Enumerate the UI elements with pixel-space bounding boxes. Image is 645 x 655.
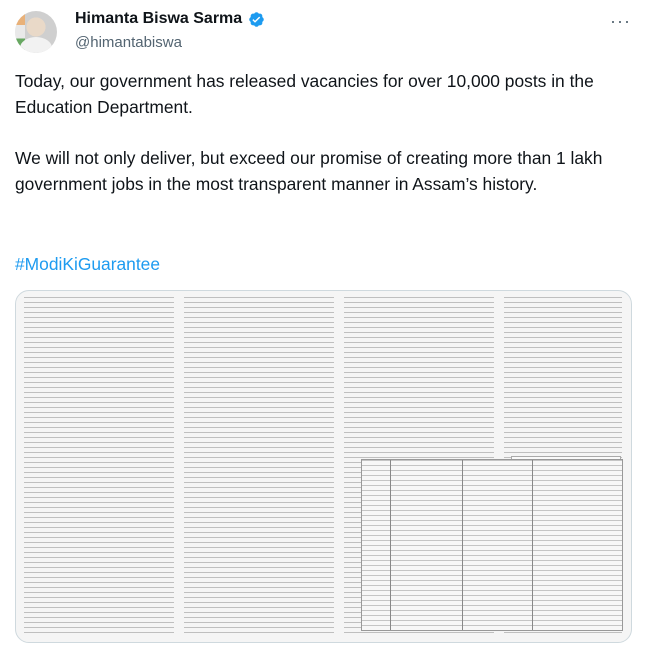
author-name[interactable]: Himanta Biswa Sarma xyxy=(75,10,243,27)
attached-document-image[interactable] xyxy=(15,290,632,643)
author-name-row xyxy=(75,10,265,28)
tweet-paragraph-1: Today, our government has released vacancies for over 10,000 posts in the Education Department. xyxy=(15,71,594,117)
avatar-figure xyxy=(20,37,52,53)
verified-badge-icon xyxy=(248,11,265,28)
author-handle[interactable]: @himantabiswa xyxy=(75,34,182,51)
more-dots-icon[interactable]: ··· xyxy=(610,11,631,31)
tweet-paragraph-2: We will not only deliver, but exceed our promise of creating more than 1 lakh government jobs in the most transparent manner in Assam’s history. xyxy=(15,148,603,194)
hashtag-link[interactable]: #ModiKiGuarantee xyxy=(15,254,161,274)
table-divider xyxy=(462,460,463,630)
table-divider xyxy=(532,460,533,630)
table-divider xyxy=(390,460,391,630)
tweet-text xyxy=(15,68,630,197)
document-text-column xyxy=(184,297,334,636)
document-table xyxy=(361,459,623,631)
avatar[interactable] xyxy=(15,11,57,53)
document-text-column xyxy=(24,297,174,636)
